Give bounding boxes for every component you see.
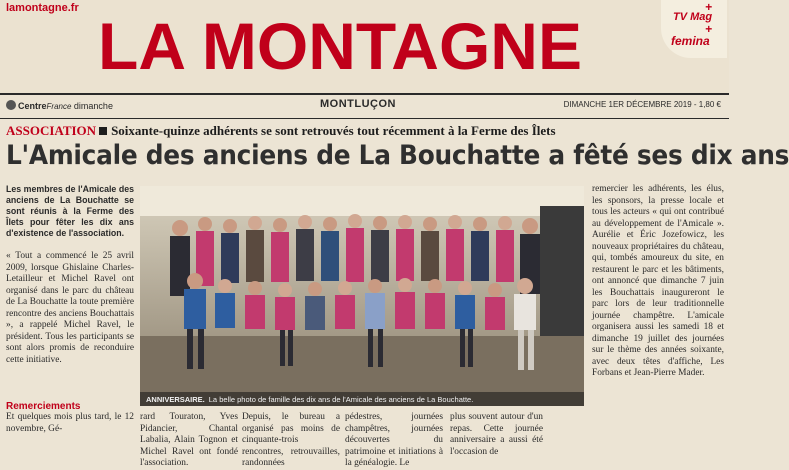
group-photo-illustration — [140, 186, 584, 406]
edition-name: MONTLUÇON — [320, 98, 396, 110]
femina-label: femina — [671, 34, 710, 48]
subheading: Remerciements — [6, 401, 81, 412]
body-column-2: rard Touraton, Yves Pidancier, Chantal Labalia, Alain Tognon et Michel Ravel ont fondé l'association. — [140, 412, 238, 468]
plus-sign: + — [705, 0, 713, 14]
group-photo — [140, 186, 584, 406]
body-column-3: Depuis, le bureau a organisé pas moins de cinquante-trois rencontres, retrouvailles, randonnées — [242, 412, 340, 468]
body-column-1: « Tout a commencé le 25 avril 2009, lorsque Ghislaine Charles-Letailleur et Michel Ravel ont organisé dans le parc du château de La Bouchatte la toute première rencontre des anciens Bouchattais », a rappelé Michel Ravel, le président. Tous les participants se sont alors promis de reconduire cette initiative. — [6, 251, 134, 365]
newspaper-title: LA MONTAGNE — [98, 9, 582, 83]
article-kicker — [6, 123, 556, 139]
site-url[interactable]: lamontagne.fr — [6, 2, 79, 14]
photo-caption — [140, 392, 584, 406]
tv-mag-label: TV Mag — [673, 11, 713, 23]
issue-date: DIMANCHE 1ER DÉCEMBRE 2019 - 1,80 € — [563, 100, 721, 109]
body-column-4: pédestres, journées champêtres, journées découvertes du patrimoine et initiations à la généalogie. Le — [345, 412, 443, 468]
square-bullet-icon — [99, 127, 107, 135]
plus-sign: + — [705, 22, 713, 36]
kicker-text: Soixante-quinze adhérents se sont retrouvés tout récemment à la Ferme des Îlets — [111, 123, 556, 138]
body-column-1-end: Et quelques mois plus tard, le 12 novembre, Gé- — [6, 412, 134, 434]
supplement-badge — [661, 0, 727, 58]
caption-label: ANNIVERSAIRE. — [146, 395, 205, 404]
centre-france-icon — [6, 100, 16, 110]
edition-strip — [0, 93, 729, 119]
group-logo: CentreFrance dimanche — [6, 100, 113, 111]
article-lede: Les membres de l'Amicale des anciens de La Bouchatte se sont réunis à la Ferme des Îlets pour fêter les dix ans d'existence de l'association. — [6, 184, 134, 238]
body-column-5: plus souvent autour d'un repas. Cette journée anniversaire a aussi été l'occasion de — [450, 412, 543, 457]
caption-text: La belle photo de famille des dix ans de l'Amicale des anciens de La Bouchatte. — [208, 395, 474, 404]
masthead — [0, 0, 729, 95]
article-headline: L'Amicale des anciens de La Bouchatte a fêté ses dix ans — [6, 140, 789, 171]
section-tag: ASSOCIATION — [6, 123, 97, 138]
body-column-right: remercier les adhérents, les élus, les sponsors, la presse locale et tous les acteurs « qui ont contribué au développement de l'Amicale ». Aurélie et Éric Jozefowicz, les nouveaux propriétaires du château, qui, tombés amoureux du site, en restaurent le parc et les bâtiments, ont annoncé que dimanche 7 juin les Bouchattais inaugureront le parc lors de leur traditionnelle journée champêtre. L'amicale organisera aussi les samedi 18 et dimanche 19 juillet des journées sur le thème des années soixante, avec deux têtes d'affiche, Les Forbans et Jean-Pierre Mader. — [592, 184, 724, 378]
